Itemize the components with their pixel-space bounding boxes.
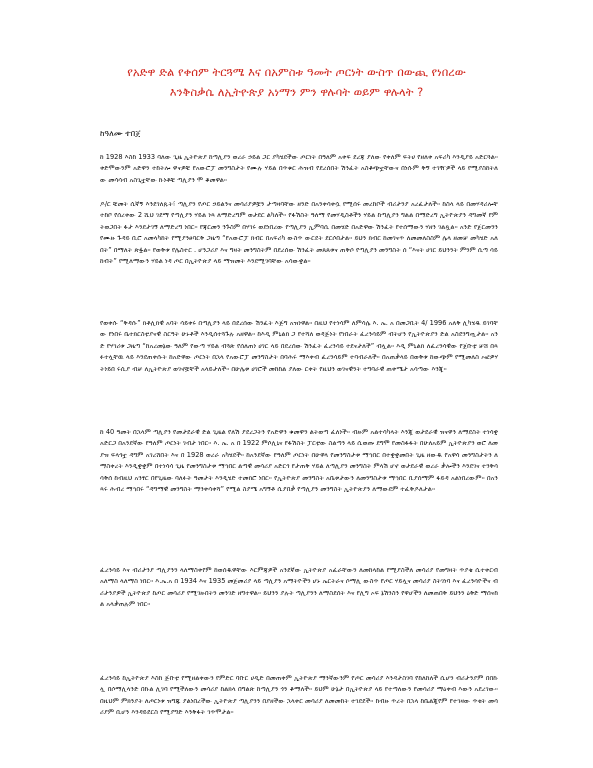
paragraph-1: ከ 1928 እስከ 1933 ባለው ጊዜ ኢትዮጵያ ከጣሊያን ወረራ ኃይል ጋር ያካሄደችው ጦርነት በዓለም አቀፍ ደረጃ ያለው የቀለም ፍትሀ የዘለቀ አፍሪካ እንዲያይ አድርጓል። ቀድሞውንም አድዋን ተከትሎ ዋናዎቹ የአውሮፓ መንግስታት የሙሉ ሃይል በጥቁር ሕዝብ የደረሰበት ሽንፈት አስቆጭቷቸውና በነሱም ቅኝ ተገዥዎች ላይ የሚያስከትለው መሳሳብ አስጊቷቸው ኩነቶቹ ጣሊያን ሞ ቆመዋል። xyxy=(100,153,498,184)
paragraph-5: ፈረንሳይ እና ብሪታንያ ጣሊያንን ላለማስቀየም ከወሰዱዋቸው እርምጃዎች አንደኛው ኢትዮጵያ አፈራቸውን ለመከላከል የሚያስችለ መሳሪያ የመግዛት ጥያቄ ሲተቀርብ አለማስ ላለማስ ነበር። እ.ኤ.አ በ 1934 እና 1935 መጀመሪያ ላይ ጣሊያን አማትዮችን ሆኑ ኤርትራና ሶማሊ ውስጥ የጦር ሃይሏና መሳሪያ ስትገነባ እና ፈረንሳዮችና ብሪታንያዎች ኢትዮጵያ ከጦር መሳሪያ የሚገዙበትን መንገድ ዘግተዋል። ይህንን ያሉት ጣሊያንን ለማስደሰት እና የሊግ ኦፍ ኔሽንስን የዋሆችን ለመጠበቅ ይህንን ዕቅድ ማሰናከል አላቃጠሉም ነበር። xyxy=(100,566,498,609)
paragraph-2: ዶ/ር ቹመት ሲኛኝ እንደገለጹት፣ ጣሊያን የጦር ኃይልንና መሳሪያዎቿን ታጣዛባቸው ዘንድ በአንቀሳቀሷ የሚሰሩ መረከቦች ብሪታንያ አረፈታለች። ከስላ ላይ በመሃዳሪሎቸ ተከቦ የሰረቀው 2 ሺህ ገደማ የጣሊያን ሃይል ነጻ ለማድረግም ወታደር ልካለች። የፋሽስት ዓለማ የመሃዲስቶችን ሃይል ከጣሊያን ግልል በማድረግ ኢትዮጵያን ዳግመኛ የምትወጋበት ፋታ እንደታገኝ ለማድረግ ነበር። የጃርመን ንጉስም በሃገሩ ወደነበረው የጣሊያን ኢምባሲ በመሄድ በአድዋው ሽንፈት የተሰማውን ሃዘን ገልጿል። አንድ የጀርመንን የሙዙ ጉዳይ ቢሮ አመላካከት የሚያንፀባርቅ ጋዜጣ “የአውሮፓ ክብር በአፍሪካ ውስጥ ውርደት ደርሶበታል። ይህን ክብር ከመገናጥ ለመመለስስም ሌላ ዘመቻ መካሄድ አለበት” በማለት ጽፏል። የወቅቱ የሌስተር . ሆንጋሪያ እና ግዛት መንግስትም በደረሰው ሽንፈት መጸጸቱና ጠቅሶ የጣሊያን መንግስት ሰ “እናት ሀገር ይህንንት ምንም ሲጣ ሳይከብት” የሚለማውን ሃይል ነዳ ጦር በኢትዮጵያ ላይ ማዝመት እንደሚገባቸው አሳውቋል። xyxy=(100,200,498,266)
paragraph-6: ፈረንሳይ ከኢትዮጵያ እስከ ጅቡቲ የሚዘልቀውን የምድር ባቡር ሀዲድ በመጠቀም ኢትዮጵያ ማንኛውንም የጦር መሳሪያ እንዳታስገባ የከለከለች ሲሆን ብሪታንያም በበኩሏ በሶማሊላንድ በኩል ሊገባ የሚችለውን መሳሪያ ከልክላ በግልጽ ከጣሊያን ጎን ቆማለች። ይህም ሁኔታ በኢትዮጵያ ላይ የተጣለውን የመሳሪያ ማዕቀብ እውን አደረገው። በዚህም ምክንያት ለጦርነቱ ዝግጁ ያልነበረችው ኢትዮጵያ ጣሊያንን በያዘችው ኋላቀር መሳሪያ ለመመከት ተገደደች። ከብዙ ጥረት በኋላ ከቤልጂየም የተገዛው ጥቂት መሳሪያም ቢሆን እንዳይደርስ የሚያግድ እንቅፋት ገጥሞታል። xyxy=(100,674,498,717)
title-line-1: የአድዋ ድል የቀሰም ትርጓሜ እና በአምስቱ ዓመት ጦርነት ውስጥ በውጪ የነበረው xyxy=(127,65,466,79)
paragraph-4: ከ 40 ዓመት በኋላም ጣሊያን የመታደራዊ ድል ጊዜል የለሽ ያደረጋትን የአድዋን ቁመዋን ልትወጣ ፈለነች። ብዙም አልተሳካላት እንጂ ወታደራዊ ዝናዋን ለማደስት ተነሳቋ አድርጋ በአንደኛው የዓለም ጦርነት ገብታ ነበር። እ. ኤ. አ በ 1922 ምሶሊኒና የፋሽስት ፓርቲው ስልጣን ላይ ሲወጡ ደግሞ የመስፋፋት በሁለአይም ኢትዮጵያን ወሮ ለመያዝ ፍላጎቷ ዳግም አገረሸበት እና በ 1928 ወረራ አካሄደች። ከአንደኛው የዓለም ጦርነት በሁዋላ የመንግስታቱ ማኅበር በተቋቋመበት ጊዜ ዘውዱ የአዋሳ መንግስታትን ለማስቀረት እንዲቋቋም በተነሳሳ ጊዜ የመንግስታቱ ማኅበር ልጣዊ መሳሪያ አድርጎ የታጠቅ ሃይል ለጣሊያን መንግስት ምላሽ ሆኖ ወታደራዊ ወረራ ቃሎችን እንደገና ተንቅሳሳቅሰ ከብዚህ አንፃር በየጊዜው ባለፉት ዓመታት እንዲሄድ ተመክሮ ነበር። የኢትዮጵያ መንግስት አቤቱታውን ለመንግስታቱ ማኅበር ቢያሰማም ፋይዳ አልነበረውም። በአንጻሩ ሕብረ ማኅበሩ “ዳግማዊ መንግስት ማንቀሳቀሻ” የሚል ስያሜ አግኝቶ ሲያበቃ የጣሊያን መንግስት ኢትዮጵያን ለማውደም ተፈቅዶለታል። xyxy=(100,428,498,494)
paragraph-3: የወቀሱ “ቅዳሱ” ክቶሊክዊ አባት ሳይቀሩ በጣሊያን ላይ በደረሰው ሽንፈት እጅግ አዝነዋል። በዚህ የተነሳም ለምሳሌ እ. ኤ. አ በመጋቢት 4/ 1996 አለቅ ሊካሄዱ ይገባቸው የነበሩ ቤተክርስቲያናዊ ስርዓት ሁኑቶች እንዲሰተጓጉሉ አዘዋል። ከእዲ ምኒልክ ጋ የተሻለ ወዳጅነት የነበራት ፈረንሳይም ብትሆን የኢትዮጵያን ድል አስደንግጧታል። አንድ የሃገሪቱ ጋዜጣ “ከአረመኔው ዓለም የውጣ ሃይል ብጓጽ የሰለጠነ ሀገር ላይ በደረሰው ሽንፈት ፈረንሳይ ተደናታለች” ብሏል። እዲ ምኒልክ ለፈረንሳዊው የጀቡቲ ቻሸ በጻፉተሏቸዉ ላይ እንደጠቀሱት ከአድዋው ጦርነት በኋላ የአውሮፓ መንግስታት በባሕሩ ማእቀብ ፈረንሳይም ተባብራለች። በአጠቃላይ በወቅቱ ከውጭም የሚመለስ ኦፎዎሃትነይበ ሩሲያ ብቻ ለኢትዮጵያ ወገኖቿቸች አላይታለች። በሁሌቱ ሀገሮች መከከል ያለው ርቀት የዚህን ወገናዊንት ተግባራዊ ጠቀሜታ አሳጣው እንጂ። xyxy=(100,319,498,373)
title-line-2: እንቅስቃሴ ለኢትዮጵያ አነማን ምን ዋሉባት ወይም ዋሉላት ? xyxy=(169,85,424,99)
author-name: ከዓለሙ ተበጀ xyxy=(100,129,141,138)
document-title xyxy=(60,62,533,102)
